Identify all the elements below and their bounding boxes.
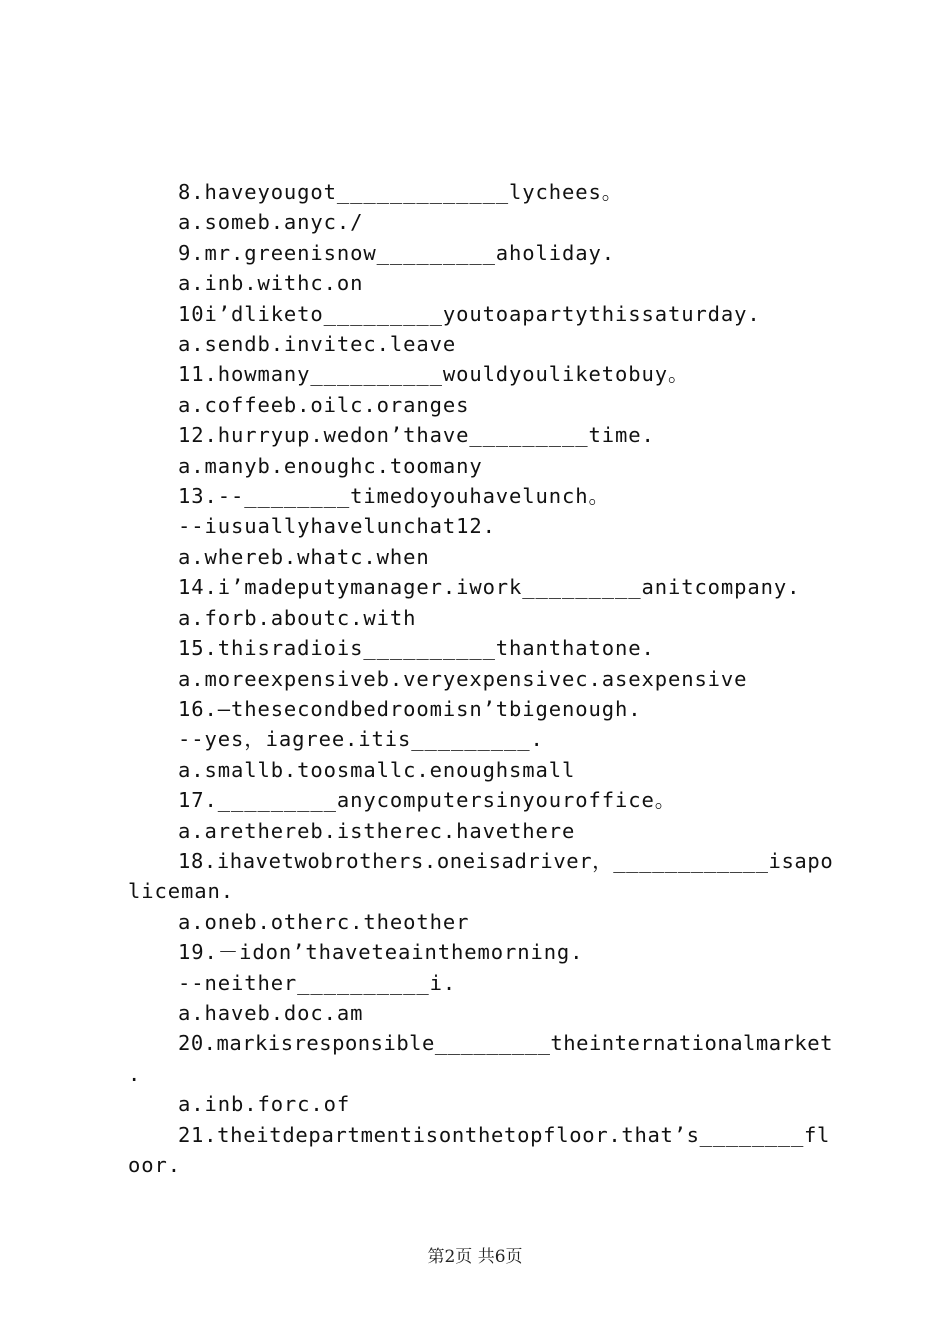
text-line: a.oneb.otherc.theother: [178, 909, 470, 934]
text-line: a.smallb.toosmallc.enoughsmall: [178, 757, 576, 782]
text-line: 21.theitdepartmentisonthetopfloor.that’s________fl: [178, 1122, 831, 1147]
text-line: a.arethereb.istherec.havethere: [178, 818, 576, 843]
text-line: 18.ihavetwobrothers.oneisadriver，____________isapo: [178, 848, 834, 873]
text-line: 9.mr.greenisnow_________aholiday.: [178, 240, 615, 265]
text-line: --neither__________i.: [178, 970, 457, 995]
text-line: a.inb.withc.on: [178, 271, 364, 296]
page-body-text: [128, 177, 834, 1180]
text-line: 16.—thesecondbedroomisn’tbigenough.: [178, 696, 642, 721]
text-line: 20.markisresponsible_________theinternationalmarket: [178, 1031, 833, 1056]
text-line: 10i’dliketo_________youtoapartythissaturday.: [178, 301, 761, 326]
text-line: a.someb.anyc./: [178, 210, 364, 235]
text-line: 11.howmany__________wouldyouliketobuy。: [178, 362, 690, 387]
text-line: a.moreexpensiveb.veryexpensivec.asexpensive: [178, 666, 748, 691]
text-line: a.haveb.doc.am: [178, 1000, 364, 1025]
text-line: a.forb.aboutc.with: [178, 605, 417, 630]
text-line: --iusuallyhavelunchat12.: [178, 514, 496, 539]
text-line: 8.haveyougot_____________lychees。: [178, 180, 624, 204]
text-line: 13.--________timedoyouhavelunch。: [178, 484, 610, 509]
text-line: .: [128, 1061, 142, 1086]
text-line: --yes，iagree.itis_________.: [178, 727, 544, 752]
text-line: a.coffeeb.oilc.oranges: [178, 392, 470, 417]
text-line: liceman.: [128, 879, 234, 904]
text-line: 12.hurryup.wedon’thave_________time.: [178, 423, 655, 448]
text-line: oor.: [128, 1153, 181, 1177]
text-line: 19.－idon’thaveteainthemorning.: [178, 940, 584, 965]
text-line: 14.i’madeputymanager.iwork_________anitcompany.: [178, 575, 801, 600]
text-line: a.whereb.whatc.when: [178, 544, 430, 569]
text-line: a.manyb.enoughc.toomany: [178, 453, 483, 478]
text-line: 15.thisradiois__________thanthatone.: [178, 636, 655, 661]
text-line: a.sendb.invitec.leave: [178, 332, 457, 357]
page-footer: 第2页 共6页: [427, 1247, 523, 1267]
text-line: 17._________anycomputersinyouroffice。: [178, 788, 677, 813]
text-line: a.inb.forc.of: [178, 1092, 351, 1117]
